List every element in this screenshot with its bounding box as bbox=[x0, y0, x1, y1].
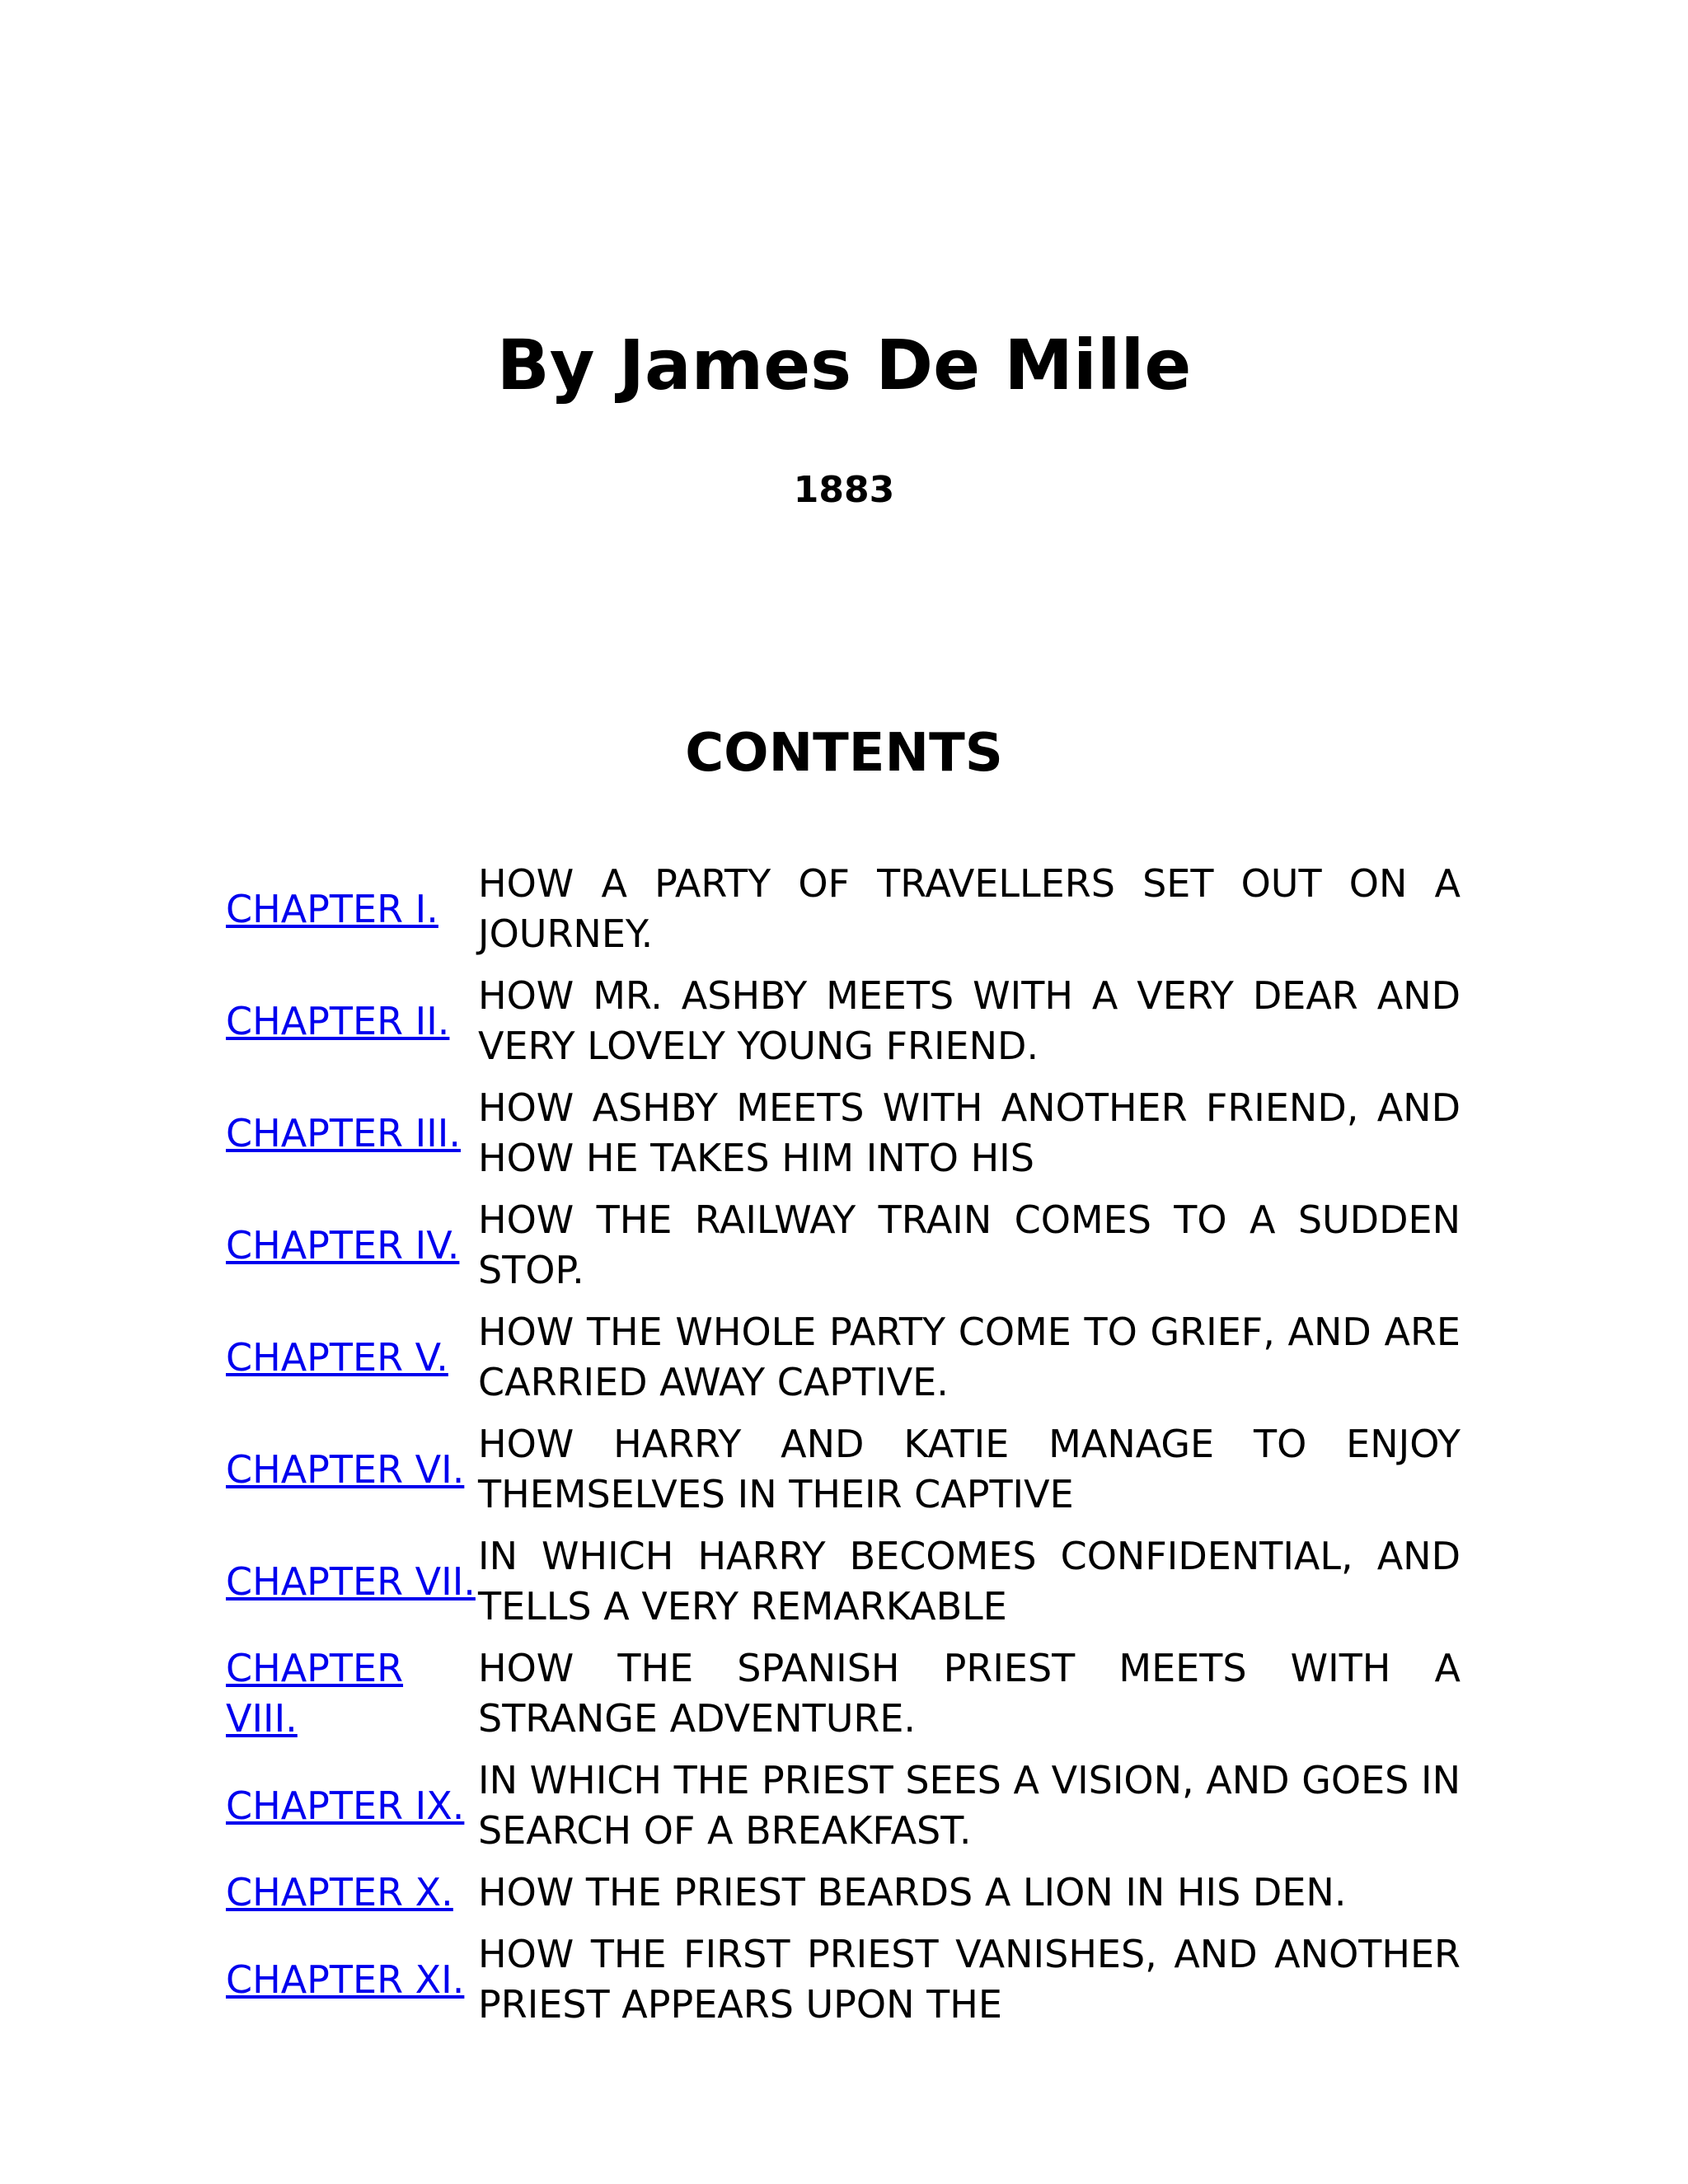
toc-row bbox=[226, 1924, 1461, 2036]
chapter-title-6: HOW HARRY AND KATIE MANAGE TO ENJOY THEMSELVES IN THEIR CAPTIVE bbox=[478, 1422, 1461, 1516]
table-of-contents bbox=[226, 853, 1461, 2036]
chapter-link-6[interactable]: CHAPTER VI. bbox=[226, 1446, 465, 1492]
toc-chapter-cell bbox=[226, 1189, 478, 1301]
toc-chapter-cell bbox=[226, 1413, 478, 1526]
contents-heading: CONTENTS bbox=[685, 723, 1003, 784]
chapter-link-8[interactable]: CHAPTER VIII. bbox=[226, 1646, 404, 1741]
toc-chapter-cell bbox=[226, 1862, 478, 1924]
toc-row bbox=[226, 1077, 1461, 1189]
toc-chapter-cell bbox=[226, 1526, 478, 1638]
toc-row bbox=[226, 1413, 1461, 1526]
chapter-link-2[interactable]: CHAPTER II. bbox=[226, 998, 450, 1043]
toc-row bbox=[226, 1750, 1461, 1862]
toc-row bbox=[226, 1862, 1461, 1924]
chapter-title-9: IN WHICH THE PRIEST SEES A VISION, AND GOES IN SEARCH OF A BREAKFAST. bbox=[478, 1758, 1461, 1853]
toc-chapter-cell bbox=[226, 1638, 478, 1750]
chapter-title-7: IN WHICH HARRY BECOMES CONFIDENTIAL, AND TELLS A VERY REMARKABLE bbox=[478, 1534, 1461, 1629]
toc-chapter-cell bbox=[226, 965, 478, 1077]
toc-chapter-cell bbox=[226, 1301, 478, 1413]
author-title: By James De Mille bbox=[496, 325, 1192, 405]
chapter-title-1: HOW A PARTY OF TRAVELLERS SET OUT ON A JOURNEY. bbox=[478, 861, 1461, 956]
toc-chapter-cell bbox=[226, 1077, 478, 1189]
chapter-title-2: HOW MR. ASHBY MEETS WITH A VERY DEAR AND VERY LOVELY YOUNG FRIEND. bbox=[478, 973, 1461, 1068]
chapter-title-10: HOW THE PRIEST BEARDS A LION IN HIS DEN. bbox=[478, 1870, 1347, 1915]
chapter-link-3[interactable]: CHAPTER III. bbox=[226, 1110, 461, 1155]
toc-row bbox=[226, 1189, 1461, 1301]
toc-row bbox=[226, 1301, 1461, 1413]
chapter-link-5[interactable]: CHAPTER V. bbox=[226, 1334, 448, 1380]
chapter-title-3: HOW ASHBY MEETS WITH ANOTHER FRIEND, AND HOW HE TAKES HIM INTO HIS bbox=[478, 1085, 1461, 1180]
chapter-link-7[interactable]: CHAPTER VII. bbox=[226, 1558, 476, 1604]
chapter-link-9[interactable]: CHAPTER IX. bbox=[226, 1783, 465, 1828]
toc-chapter-cell bbox=[226, 853, 478, 965]
chapter-title-5: HOW THE WHOLE PARTY COME TO GRIEF, AND ARE CARRIED AWAY CAPTIVE. bbox=[478, 1310, 1461, 1404]
chapter-link-4[interactable]: CHAPTER IV. bbox=[226, 1222, 460, 1268]
chapter-title-4: HOW THE RAILWAY TRAIN COMES TO A SUDDEN STOP. bbox=[478, 1197, 1461, 1292]
chapter-link-1[interactable]: CHAPTER I. bbox=[226, 886, 438, 931]
toc-row bbox=[226, 853, 1461, 965]
toc-row bbox=[226, 965, 1461, 1077]
publication-year: 1883 bbox=[793, 469, 895, 511]
toc-row bbox=[226, 1638, 1461, 1750]
chapter-title-11: HOW THE FIRST PRIEST VANISHES, AND ANOTHER PRIEST APPEARS UPON THE bbox=[478, 1932, 1461, 2027]
chapter-title-8: HOW THE SPANISH PRIEST MEETS WITH A STRANGE ADVENTURE. bbox=[478, 1646, 1461, 1741]
toc-row bbox=[226, 1526, 1461, 1638]
toc-chapter-cell bbox=[226, 1750, 478, 1862]
chapter-link-10[interactable]: CHAPTER X. bbox=[226, 1870, 453, 1915]
chapter-link-11[interactable]: CHAPTER XI. bbox=[226, 1957, 465, 2002]
toc-chapter-cell bbox=[226, 1924, 478, 2036]
